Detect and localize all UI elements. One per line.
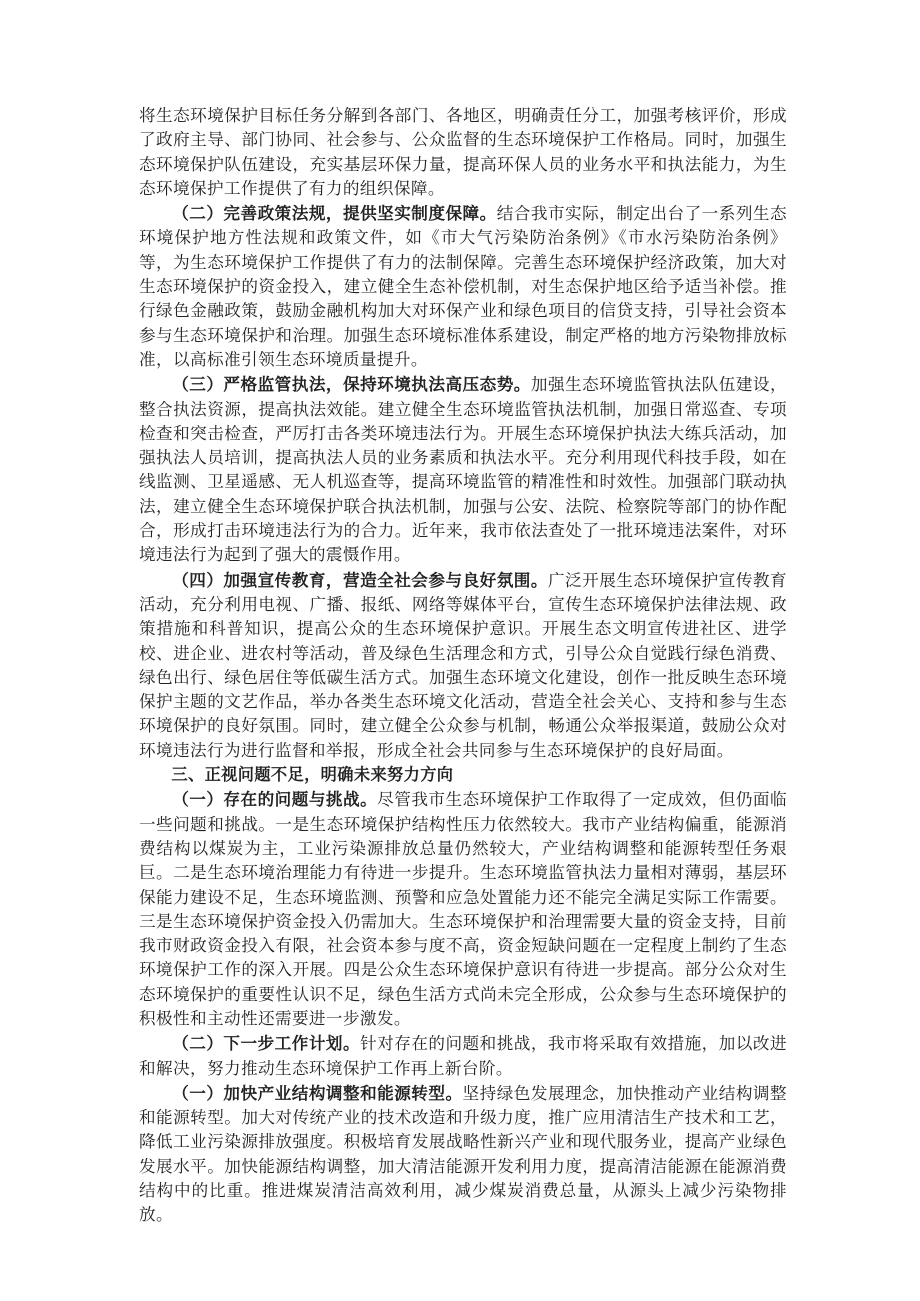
paragraph-heading: （一）加快产业结构调整和能源转型。	[172, 1082, 463, 1103]
paragraph-next-plan	[139, 1031, 787, 1081]
paragraph-heading: （三）严格监管执法，保持环境执法高压态势。	[172, 374, 531, 395]
paragraph-publicity-education	[139, 568, 787, 763]
document-page	[139, 104, 787, 1228]
paragraph-enforcement	[139, 372, 787, 567]
paragraph-heading: （四）加强宣传教育，营造全社会参与良好氛围。	[172, 569, 548, 590]
paragraph-text: 坚持绿色发展理念，加快推动产业结构调整和能源转型。加大对传统产业的技术改造和升级力度，推广应用清洁生产技术和工艺，降低工业污染源排放强度。积极培育发展战略性新兴产业和现代服务业，提高产业绿色发展水平。加快能源结构调整，加大清洁能源开发利用力度，提高清洁能源在能源消费结构中的比重。推进煤炭清洁高效利用，减少煤炭消费总量，从源头上减少污染物排放。	[139, 1083, 787, 1225]
paragraph-text: 尽管我市生态环境保护工作取得了一定成效，但仍面临一些问题和挑战。一是生态环境保护结构性压力依然较大。我市产业结构偏重，能源消费结构以煤炭为主，工业污染源排放总量仍然较大，产业结构调整和能源转型任务艰巨。二是生态环境治理能力有待进一步提升。生态环境监管执法力量相对薄弱，基层环保能力建设不足，生态环境监测、预警和应急处置能力还不能完全满足实际工作需要。三是生态环境保护资金投入仍需加大。生态环境保护和治理需要大量的资金支持，目前我市财政资金投入有限，社会资本参与度不高，资金短缺问题在一定程度上制约了生态环境保护工作的深入开展。四是公众生态环境保护意识有待进一步提高。部分公众对生态环境保护的重要性认识不足，绿色生活方式尚未完全形成，公众参与生态环境保护的积极性和主动性还需要进一步激发。	[139, 790, 787, 1028]
paragraph-heading: （一）存在的问题与挑战。	[172, 789, 378, 810]
paragraph-policy-regulations	[139, 201, 787, 372]
paragraph-industry-energy	[139, 1081, 787, 1228]
paragraph-text: 将生态环境保护目标任务分解到各部门、各地区，明确责任分工，加强考核评价，形成了政府主导、部门协同、社会参与、公众监督的生态环境保护工作格局。同时，加强生态环境保护队伍建设，充实基层环保力量，提高环保人员的业务水平和执法能力，为生态环境保护工作提供了有力的组织保障。	[139, 106, 787, 198]
paragraph-text: 广泛开展生态环境保护宣传教育活动，充分利用电视、广播、报纸、网络等媒体平台，宣传生态环境保护法律法规、政策措施和科普知识，提高公众的生态环境保护意识。开展生态文明宣传进社区、进学校、进企业、进农村等活动，普及绿色生活理念和方式，引导公众自觉践行绿色消费、绿色出行、绿色居住等低碳生活方式。加强生态环境文化建设，创作一批反映生态环境保护主题的文艺作品，举办各类生态环境文化活动，营造全社会关心、支持和参与生态环境保护的良好氛围。同时，建立健全公众参与机制，畅通公众举报渠道，鼓励公众对环境违法行为进行监督和举报，形成全社会共同参与生态环境保护的良好局面。	[139, 570, 787, 760]
paragraph-heading: （二）完善政策法规，提供坚实制度保障。	[172, 203, 497, 224]
paragraph-text: 针对存在的问题和挑战，我市将采取有效措施，加以改进和解决，努力推动生态环境保护工作再上新台阶。	[139, 1034, 787, 1078]
paragraph-organization-guarantee	[139, 104, 787, 201]
section-heading: 三、正视问题不足，明确未来努力方向	[171, 765, 454, 785]
paragraph-heading: （二）下一步工作计划。	[172, 1033, 361, 1054]
paragraph-text: 加强生态环境监管执法队伍建设，整合执法资源，提高执法效能。建立健全生态环境监管执法机制，加强日常巡查、专项检查和突击检查，严厉打击各类环境违法行为。开展生态环境保护执法大练兵活动，加强执法人员培训，提高执法人员的业务素质和执法水平。充分利用现代科技手段，如在线监测、卫星遥感、无人机巡查等，提高环境监管的精准性和时效性。加强部门联动执法，建立健全生态环境保护联合执法机制，加强与公安、法院、检察院等部门的协作配合，形成打击环境违法行为的合力。近年来，我市依法查处了一批环境违法案件，对环境违法行为起到了强大的震慑作用。	[139, 375, 787, 565]
paragraph-text: 结合我市实际，制定出台了一系列生态环境保护地方性法规和政策文件，如《市大气污染防治条例》《市水污染防治条例》等，为生态环境保护工作提供了有力的法制保障。完善生态环境保护经济政策，加大对生态环境保护的资金投入，建立健全生态补偿机制，对生态保护地区给予适当补偿。推行绿色金融政策，鼓励金融机构加大对环保产业和绿色项目的信贷支持，引导社会资本参与生态环境保护和治理。加强生态环境标准体系建设，制定严格的地方污染物排放标准，以高标准引领生态环境质量提升。	[139, 204, 787, 369]
paragraph-problems-challenges	[139, 787, 787, 1031]
